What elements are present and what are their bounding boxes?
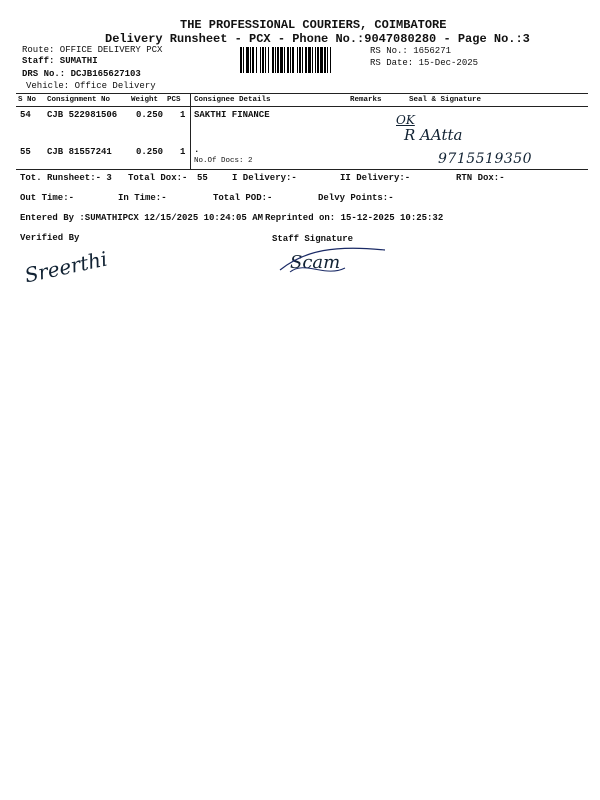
company-title: THE PROFESSIONAL COURIERS, COIMBATORE	[180, 18, 447, 32]
table-header-rule	[16, 106, 588, 107]
handwritten-phone: 9715519350	[438, 151, 533, 167]
route-label: Route: OFFICE DELIVERY PCX	[22, 45, 163, 55]
col-weight: Weight	[131, 96, 159, 104]
in-time: In Time:-	[118, 193, 167, 203]
row1-consignee: SAKTHI FINANCE	[194, 110, 270, 120]
drs-label: DRS No.: DCJB165627103	[22, 69, 141, 79]
col-pcs: PCS	[167, 96, 181, 104]
verified-by-label: Verified By	[20, 233, 80, 243]
row1-pcs: 1	[180, 110, 186, 120]
col-remarks: Remarks	[350, 96, 382, 104]
rs-date: RS Date: 15-Dec-2025	[370, 58, 479, 68]
tot-runsheet: Tot. Runsheet:- 3	[20, 173, 112, 183]
entered-by: Entered By :SUMATHIPCX 12/15/2025 10:24:05 AM	[20, 213, 264, 223]
handwritten-signature: R AAtta	[404, 126, 463, 144]
delvy-points: Delvy Points:-	[318, 193, 394, 203]
rs-number: RS No.: 1656271	[370, 46, 452, 56]
row1-sno: 54	[20, 110, 31, 120]
reprinted-on: Reprinted on: 15-12-2025 10:25:32	[265, 213, 444, 223]
i-delivery: I Delivery:-	[232, 173, 297, 183]
total-dox-value: 55	[197, 173, 208, 183]
col-consignee: Consignee Details	[194, 96, 271, 104]
barcode-image	[240, 47, 366, 73]
row2-doc-count: No.Of Docs: 2	[194, 157, 253, 165]
staff-signature-flourish	[275, 240, 395, 280]
row2-consignee: .	[194, 145, 200, 155]
staff-signature-label: Staff Signature	[272, 234, 354, 244]
verified-signature: Sreerthi	[22, 246, 110, 288]
vehicle-label: Vehicle: Office Delivery	[26, 81, 156, 91]
row1-consignment: CJB 522981506	[47, 110, 118, 120]
row2-pcs: 1	[180, 147, 186, 157]
col-sno: S No	[18, 96, 37, 104]
col-consignment: Consignment No	[47, 96, 111, 104]
row2-consignment: CJB 81557241	[47, 147, 112, 157]
row2-sno: 55	[20, 147, 31, 157]
row2-weight: 0.250	[136, 147, 164, 157]
row1-weight: 0.250	[136, 110, 164, 120]
staff-label: Staff: SUMATHI	[22, 56, 98, 66]
table-top-rule	[16, 93, 588, 94]
total-dox-label: Total Dox:-	[128, 173, 188, 183]
staff-signature: Scam	[290, 252, 341, 273]
handwritten-ok: OK	[396, 113, 415, 127]
consignee-divider	[190, 93, 191, 169]
ii-delivery: II Delivery:-	[340, 173, 411, 183]
out-time: Out Time:-	[20, 193, 75, 203]
rtn-dox: RTN Dox:-	[456, 173, 505, 183]
table-bottom-rule	[16, 169, 588, 170]
runsheet-subtitle: Delivery Runsheet - PCX - Phone No.:9047080280 - Page No.:3	[105, 32, 530, 46]
total-pod: Total POD:-	[213, 193, 273, 203]
col-seal: Seal & Signature	[409, 96, 482, 104]
